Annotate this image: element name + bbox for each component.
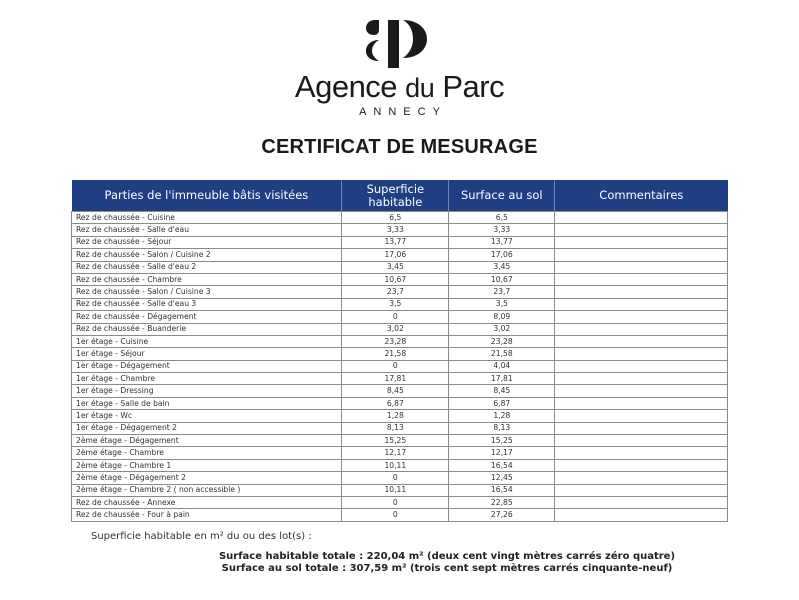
room-name-cell: Rez de chaussée - Four à pain	[72, 509, 342, 521]
habitable-area-cell: 10,67	[342, 273, 449, 285]
habitable-area-cell: 17,81	[342, 373, 449, 385]
floor-area-cell: 1,28	[449, 410, 555, 422]
habitable-area-cell: 3,33	[342, 224, 449, 236]
room-name-cell: 1er étage - Dégagement	[72, 360, 342, 372]
comment-cell	[555, 224, 728, 236]
table-row	[72, 298, 728, 310]
room-name-cell: 2ème étage - Chambre	[72, 447, 342, 459]
comment-cell	[555, 298, 728, 310]
floor-area-cell: 21,58	[449, 348, 555, 360]
floor-area-cell: 8,45	[449, 385, 555, 397]
habitable-area-cell: 17,06	[342, 249, 449, 261]
table-row	[72, 360, 728, 372]
floor-area-cell: 17,81	[449, 373, 555, 385]
room-name-cell: 1er étage - Chambre	[72, 373, 342, 385]
floor-area-cell: 3,5	[449, 298, 555, 310]
room-name-cell: Rez de chaussée - Buanderie	[72, 323, 342, 335]
room-name-cell: 2ème étage - Chambre 1	[72, 459, 342, 471]
floor-area-cell: 8,09	[449, 311, 555, 323]
floor-area-cell: 23,28	[449, 335, 555, 347]
habitable-area-cell: 8,13	[342, 422, 449, 434]
comment-cell	[555, 236, 728, 248]
table-row	[72, 435, 728, 447]
table-row	[72, 273, 728, 285]
floor-area-cell: 3,02	[449, 323, 555, 335]
room-name-cell: Rez de chaussée - Chambre	[72, 273, 342, 285]
room-name-cell: 1er étage - Wc	[72, 410, 342, 422]
floor-area-cell: 16,54	[449, 484, 555, 496]
floor-area-cell: 17,06	[449, 249, 555, 261]
habitable-area-cell: 8,45	[342, 385, 449, 397]
brand-name-parc: Parc	[434, 69, 505, 104]
comment-cell	[555, 286, 728, 298]
table-row	[72, 397, 728, 409]
column-header-sol: Surface au sol	[449, 180, 555, 212]
room-name-cell: 1er étage - Dressing	[72, 385, 342, 397]
floor-area-cell: 4,04	[449, 360, 555, 372]
column-header-comments: Commentaires	[555, 180, 728, 212]
comment-cell	[555, 447, 728, 459]
column-header-parts: Parties de l'immeuble bâtis visitées	[72, 180, 342, 212]
floor-area-cell: 12,45	[449, 472, 555, 484]
room-name-cell: 1er étage - Dégagement 2	[72, 422, 342, 434]
table-row	[72, 373, 728, 385]
column-header-habitable: Superficie habitable	[342, 180, 449, 212]
table-row	[72, 335, 728, 347]
habitable-area-cell: 0	[342, 360, 449, 372]
comment-cell	[555, 459, 728, 471]
habitable-area-cell: 3,45	[342, 261, 449, 273]
habitable-area-cell: 3,5	[342, 298, 449, 310]
room-name-cell: 2ème étage - Chambre 2 ( non accessible )	[72, 484, 342, 496]
habitable-area-cell: 6,5	[342, 212, 449, 224]
comment-cell	[555, 348, 728, 360]
comment-cell	[555, 249, 728, 261]
room-name-cell: 1er étage - Séjour	[72, 348, 342, 360]
table-body	[72, 212, 728, 522]
room-name-cell: Rez de chaussée - Cuisine	[72, 212, 342, 224]
habitable-area-cell: 12,17	[342, 447, 449, 459]
brand-name-du: du	[405, 73, 435, 103]
comment-cell	[555, 360, 728, 372]
comment-cell	[555, 397, 728, 409]
agency-logo	[0, 18, 799, 118]
room-name-cell: Rez de chaussée - Annexe	[72, 496, 342, 508]
comment-cell	[555, 273, 728, 285]
floor-area-cell: 12,17	[449, 447, 555, 459]
comment-cell	[555, 212, 728, 224]
habitable-area-cell: 10,11	[342, 484, 449, 496]
room-name-cell: Rez de chaussée - Salon / Cuisine 3	[72, 286, 342, 298]
room-name-cell: Rez de chaussée - Salle d'eau	[72, 224, 342, 236]
floor-area-cell: 6,87	[449, 397, 555, 409]
room-name-cell: 1er étage - Cuisine	[72, 335, 342, 347]
room-name-cell: Rez de chaussée - Salle d'eau 2	[72, 261, 342, 273]
floor-area-cell: 16,54	[449, 459, 555, 471]
room-name-cell: 2ème étage - Dégagement 2	[72, 472, 342, 484]
totals-block	[0, 551, 799, 575]
habitable-area-cell: 0	[342, 509, 449, 521]
habitable-area-cell: 15,25	[342, 435, 449, 447]
habitable-area-cell: 13,77	[342, 236, 449, 248]
habitable-area-cell: 3,02	[342, 323, 449, 335]
comment-cell	[555, 472, 728, 484]
ap-monogram-icon	[365, 18, 435, 70]
habitable-area-cell: 21,58	[342, 348, 449, 360]
comment-cell	[555, 311, 728, 323]
table-row	[72, 447, 728, 459]
floor-area-cell: 6,5	[449, 212, 555, 224]
brand-name-agence: Agence	[294, 69, 406, 104]
floor-area-cell: 8,13	[449, 422, 555, 434]
table-row	[72, 311, 728, 323]
comment-cell	[555, 385, 728, 397]
comment-cell	[555, 422, 728, 434]
floor-area-cell: 10,67	[449, 273, 555, 285]
comment-cell	[555, 496, 728, 508]
table-row	[72, 509, 728, 521]
floor-area-cell: 27,26	[449, 509, 555, 521]
table-row	[72, 261, 728, 273]
summary-label: Superficie habitable en m² du ou des lot(s) :	[91, 531, 312, 542]
floor-area-cell: 22,85	[449, 496, 555, 508]
comment-cell	[555, 373, 728, 385]
comment-cell	[555, 323, 728, 335]
habitable-area-cell: 0	[342, 311, 449, 323]
floor-area-cell: 3,33	[449, 224, 555, 236]
floor-area-cell: 3,45	[449, 261, 555, 273]
table-row	[72, 472, 728, 484]
table-row	[72, 249, 728, 261]
floor-area-cell: 23,7	[449, 286, 555, 298]
habitable-area-cell: 1,28	[342, 410, 449, 422]
table-row	[72, 236, 728, 248]
table-row	[72, 212, 728, 224]
comment-cell	[555, 509, 728, 521]
comment-cell	[555, 335, 728, 347]
comment-cell	[555, 410, 728, 422]
table-row	[72, 385, 728, 397]
habitable-area-cell: 0	[342, 472, 449, 484]
table-row	[72, 459, 728, 471]
total-sol: Surface au sol totale : 307,59 m² (trois cent sept mètres carrés cinquante-neuf)	[221, 563, 673, 574]
room-name-cell: Rez de chaussée - Séjour	[72, 236, 342, 248]
room-name-cell: Rez de chaussée - Dégagement	[72, 311, 342, 323]
habitable-area-cell: 6,87	[342, 397, 449, 409]
floor-area-cell: 15,25	[449, 435, 555, 447]
brand-name	[0, 69, 799, 104]
comment-cell	[555, 435, 728, 447]
habitable-area-cell: 23,7	[342, 286, 449, 298]
room-name-cell: 2ème étage - Dégagement	[72, 435, 342, 447]
table-row	[72, 224, 728, 236]
room-name-cell: 1er étage - Salle de bain	[72, 397, 342, 409]
table-row	[72, 348, 728, 360]
comment-cell	[555, 261, 728, 273]
habitable-area-cell: 0	[342, 496, 449, 508]
table-row	[72, 286, 728, 298]
table-row	[72, 484, 728, 496]
room-name-cell: Rez de chaussée - Salon / Cuisine 2	[72, 249, 342, 261]
brand-city: ANNECY	[359, 106, 447, 118]
room-name-cell: Rez de chaussée - Salle d'eau 3	[72, 298, 342, 310]
floor-area-cell: 13,77	[449, 236, 555, 248]
table-header-row	[72, 180, 728, 212]
habitable-area-cell: 23,28	[342, 335, 449, 347]
measurement-table	[71, 180, 728, 522]
table-row	[72, 410, 728, 422]
table-row	[72, 422, 728, 434]
total-habitable: Surface habitable totale : 220,04 m² (deux cent vingt mètres carrés zéro quatre)	[218, 551, 676, 562]
comment-cell	[555, 484, 728, 496]
document-title: CERTIFICAT DE MESURAGE	[261, 136, 538, 158]
table-row	[72, 323, 728, 335]
table-row	[72, 496, 728, 508]
habitable-area-cell: 10,11	[342, 459, 449, 471]
